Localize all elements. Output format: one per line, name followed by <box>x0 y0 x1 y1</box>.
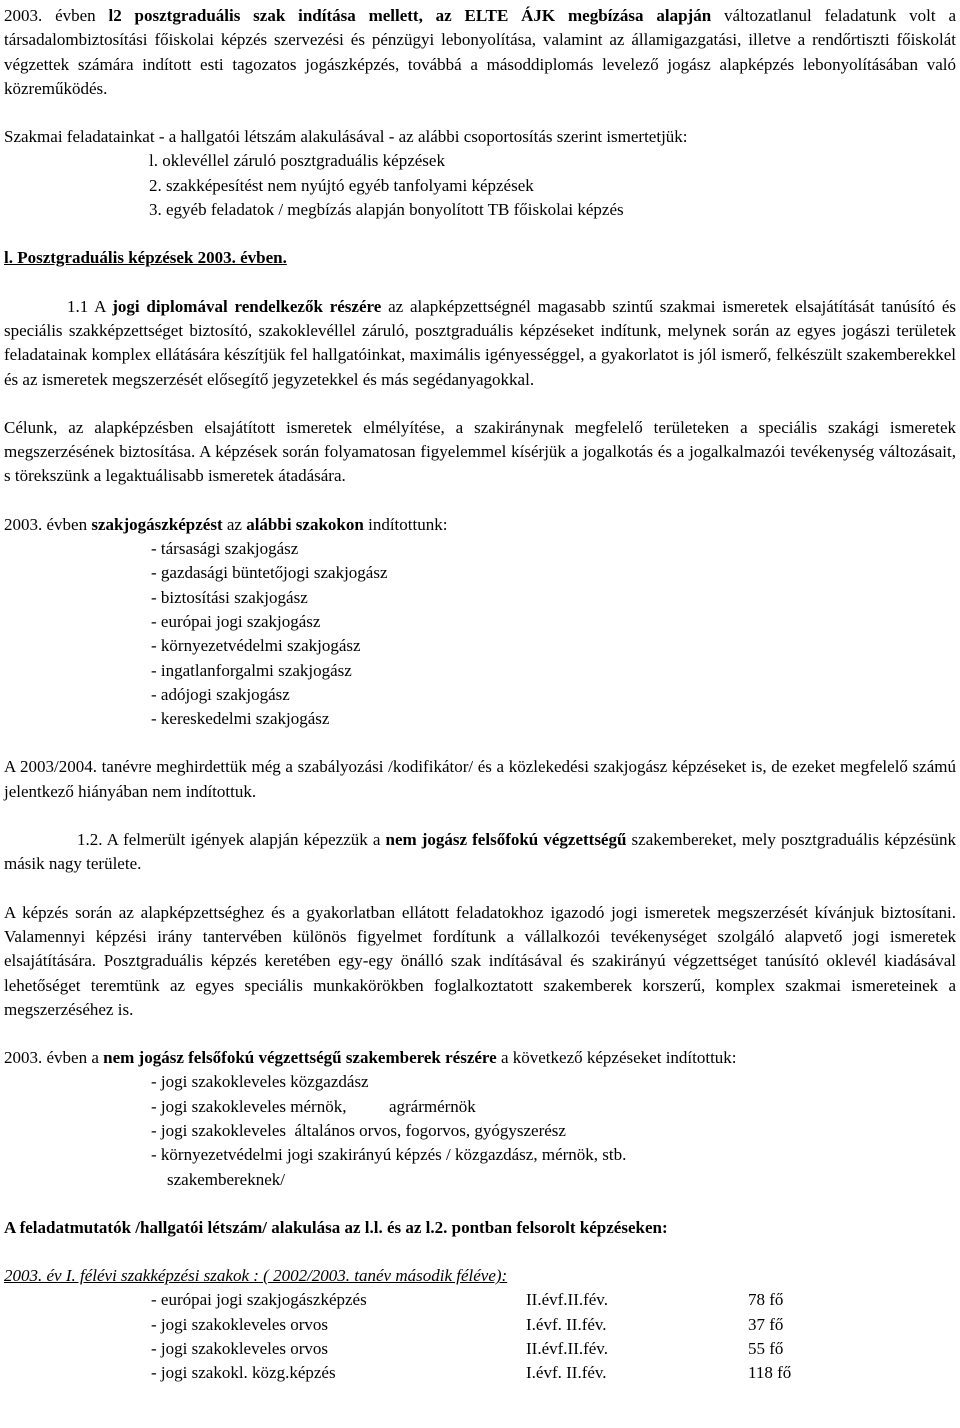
course-year: I.évf. II.fév. <box>526 1363 607 1383</box>
law-specializations-list <box>4 537 956 731</box>
list-item: - környezetvédelmi jogi szakirányú képzés / közgazdász, mérnök, stb. <box>151 1145 627 1165</box>
intro-paragraph <box>4 4 956 101</box>
paragraph-number: 1.2. <box>77 830 103 850</box>
course-year: II.évf.II.fév. <box>526 1290 608 1310</box>
list-item: - gazdasági büntetőjogi szakjogász <box>151 563 388 583</box>
list-item: - jogi szakokleveles mérnök, agrármérnök <box>151 1096 476 1116</box>
list-item: - jogi szakokleveles közgazdász <box>151 1072 369 1092</box>
section1-heading: l. Posztgraduális képzések 2003. évben. <box>4 248 287 268</box>
intro-bold: l2 posztgraduális szak indítása mellett, az ELTE ÁJK megbízása alapján <box>108 6 712 25</box>
list-item: 2. szakképesítést nem nyújtó egyéb tanfolyami képzések <box>149 175 534 195</box>
table-row <box>4 1313 956 1337</box>
course-name: - jogi szakokleveles orvos <box>151 1339 329 1359</box>
list-item: l. oklevéllel záruló posztgraduális képzések <box>149 151 445 171</box>
nonlaw-courses-list <box>4 1070 956 1167</box>
nonlaw-started-lead: 2003. évben a nem jogász felsőfokú végzettségű szakemberek részére a következő képzéseket indítottuk: <box>4 1048 737 1068</box>
list-item: - kereskedelmi szakjogász <box>151 709 330 729</box>
enrollment-table <box>4 1288 956 1385</box>
course-count: 37 fő <box>748 1314 784 1334</box>
course-name: - jogi szakokl. közg.képzés <box>151 1363 336 1383</box>
course-year: I.évf. II.fév. <box>526 1314 607 1334</box>
paragraph-1-2: 1.2. A felmerült igények alapján képezzük a nem jogász felsőfokú végzettségű szakembereket, mely posztgraduális képzésünk másik nagy területe. <box>4 830 956 874</box>
tasks-lead: Szakmai feladatainkat - a hallgatói létszám alakulásával - az alábbi csoportosítás szerint ismertetjük: <box>4 127 688 147</box>
list-item: - környezetvédelmi szakjogász <box>151 636 361 656</box>
semester-heading: 2003. év I. félévi szakképzési szakok : ( 2002/2003. tanév második féléve): <box>4 1266 508 1286</box>
training-paragraph: A képzés során az alapképzettséghez és a gyakorlatban ellátott feladatokhoz igazodó jogi ismeretek megszerzését kívánjuk biztosítani. Valamennyi képzési irány tantervében különös figyelmet fordítunk a vállalkozói tevékenységet szolgáló alapvető jogi ismeretek elsajátítására. Posztgraduális képzés keretében egy-egy önálló szak indításával és szakirányú végzettséget tanúsító oklevél kiadásával lehetőséget teremtünk az egyes speciális munkakörökben foglalkoztatott szakemberek korszerű, komplex szakmai ismereteinek a megszerzéséhez is. <box>4 902 956 1019</box>
course-count: 55 fő <box>748 1339 784 1359</box>
course-name: - európai jogi szakjogászképzés <box>151 1290 367 1310</box>
law-started-lead: 2003. évben szakjogászképzést az alábbi szakokon indítottunk: <box>4 514 448 534</box>
course-year: II.évf.II.fév. <box>526 1339 608 1359</box>
course-name: - jogi szakokleveles orvos <box>151 1314 329 1334</box>
list-item-continuation: szakembereknek/ <box>167 1169 285 1189</box>
course-count: 78 fő <box>748 1290 784 1310</box>
intro-lead: 2003. évben <box>4 6 109 25</box>
list-item: - európai jogi szakjogász <box>151 611 321 631</box>
list-item: - adójogi szakjogász <box>151 684 290 704</box>
table-row <box>4 1337 956 1361</box>
aim-paragraph: Célunk, az alapképzésben elsajátított ismeretek elmélyítése, a szakiránynak megfelelő területeken a speciális szakági ismeretek megszerzésének biztosítása. A képzések során folyamatosan figyelemmel kísérjük a jogalkotás és a jogalkalmazói tevékenység változásait, s törekszünk a legaktuálisabb ismeretek átadására. <box>4 417 956 486</box>
list-item: 3. egyéb feladatok / megbízás alapján bonyolított TB főiskolai képzés <box>149 200 624 220</box>
not-started-paragraph: A 2003/2004. tanévre meghirdettük még a szabályozási /kodifikátor/ és a közlekedési szakjogász képzéseket is, de ezeket megfelelő számú jelentkező hiányában nem indítottuk. <box>4 757 956 801</box>
list-item: - biztosítási szakjogász <box>151 587 308 607</box>
indicators-heading: A feladatmutatók /hallgatói létszám/ alakulása az l.l. és az l.2. pontban felsorolt képzéseken: <box>4 1217 668 1237</box>
tasks-list <box>4 149 956 222</box>
paragraph-number: 1.1 <box>67 296 89 316</box>
paragraph-1-1: 1.1 A jogi diplomával rendelkezők részére az alapképzettségnél magasabb szintű szakmai ismeretek elsajátítását tanúsító és speciális szakképzettséget biztosító, szakoklevéllel záruló, posztgraduális képzéseket indítunk, melynek során az egyes jogászi területek feladatainak komplex ellátására készítjük fel hallgatóinkat, maximális igényességgel, a gyakorlatot is jól ismerő, felkészült szakemberekkel és az ismeretek megszerzését elősegítő jegyzetekkel és más segédanyagokkal. <box>4 296 956 389</box>
list-item: - társasági szakjogász <box>151 539 299 559</box>
course-count: 118 fő <box>748 1363 792 1383</box>
list-item: - ingatlanforgalmi szakjogász <box>151 660 352 680</box>
table-row <box>4 1361 956 1385</box>
intro-rest: változatlanul feladatunk volt a társadalombiztosítási főiskolai képzés szervezési és pénzügyi lebonyolítása, valamint az államigazgatási, illetve a rendőrtiszti főiskolát végzettek számára indított esti tagozatos jogászképzés, továbbá a másoddiplomás levelező jogász alapképzés lebonyolításában való közreműködés. <box>4 6 956 98</box>
table-row <box>4 1288 956 1312</box>
list-item: - jogi szakokleveles általános orvos, fogorvos, gyógyszerész <box>151 1120 566 1140</box>
